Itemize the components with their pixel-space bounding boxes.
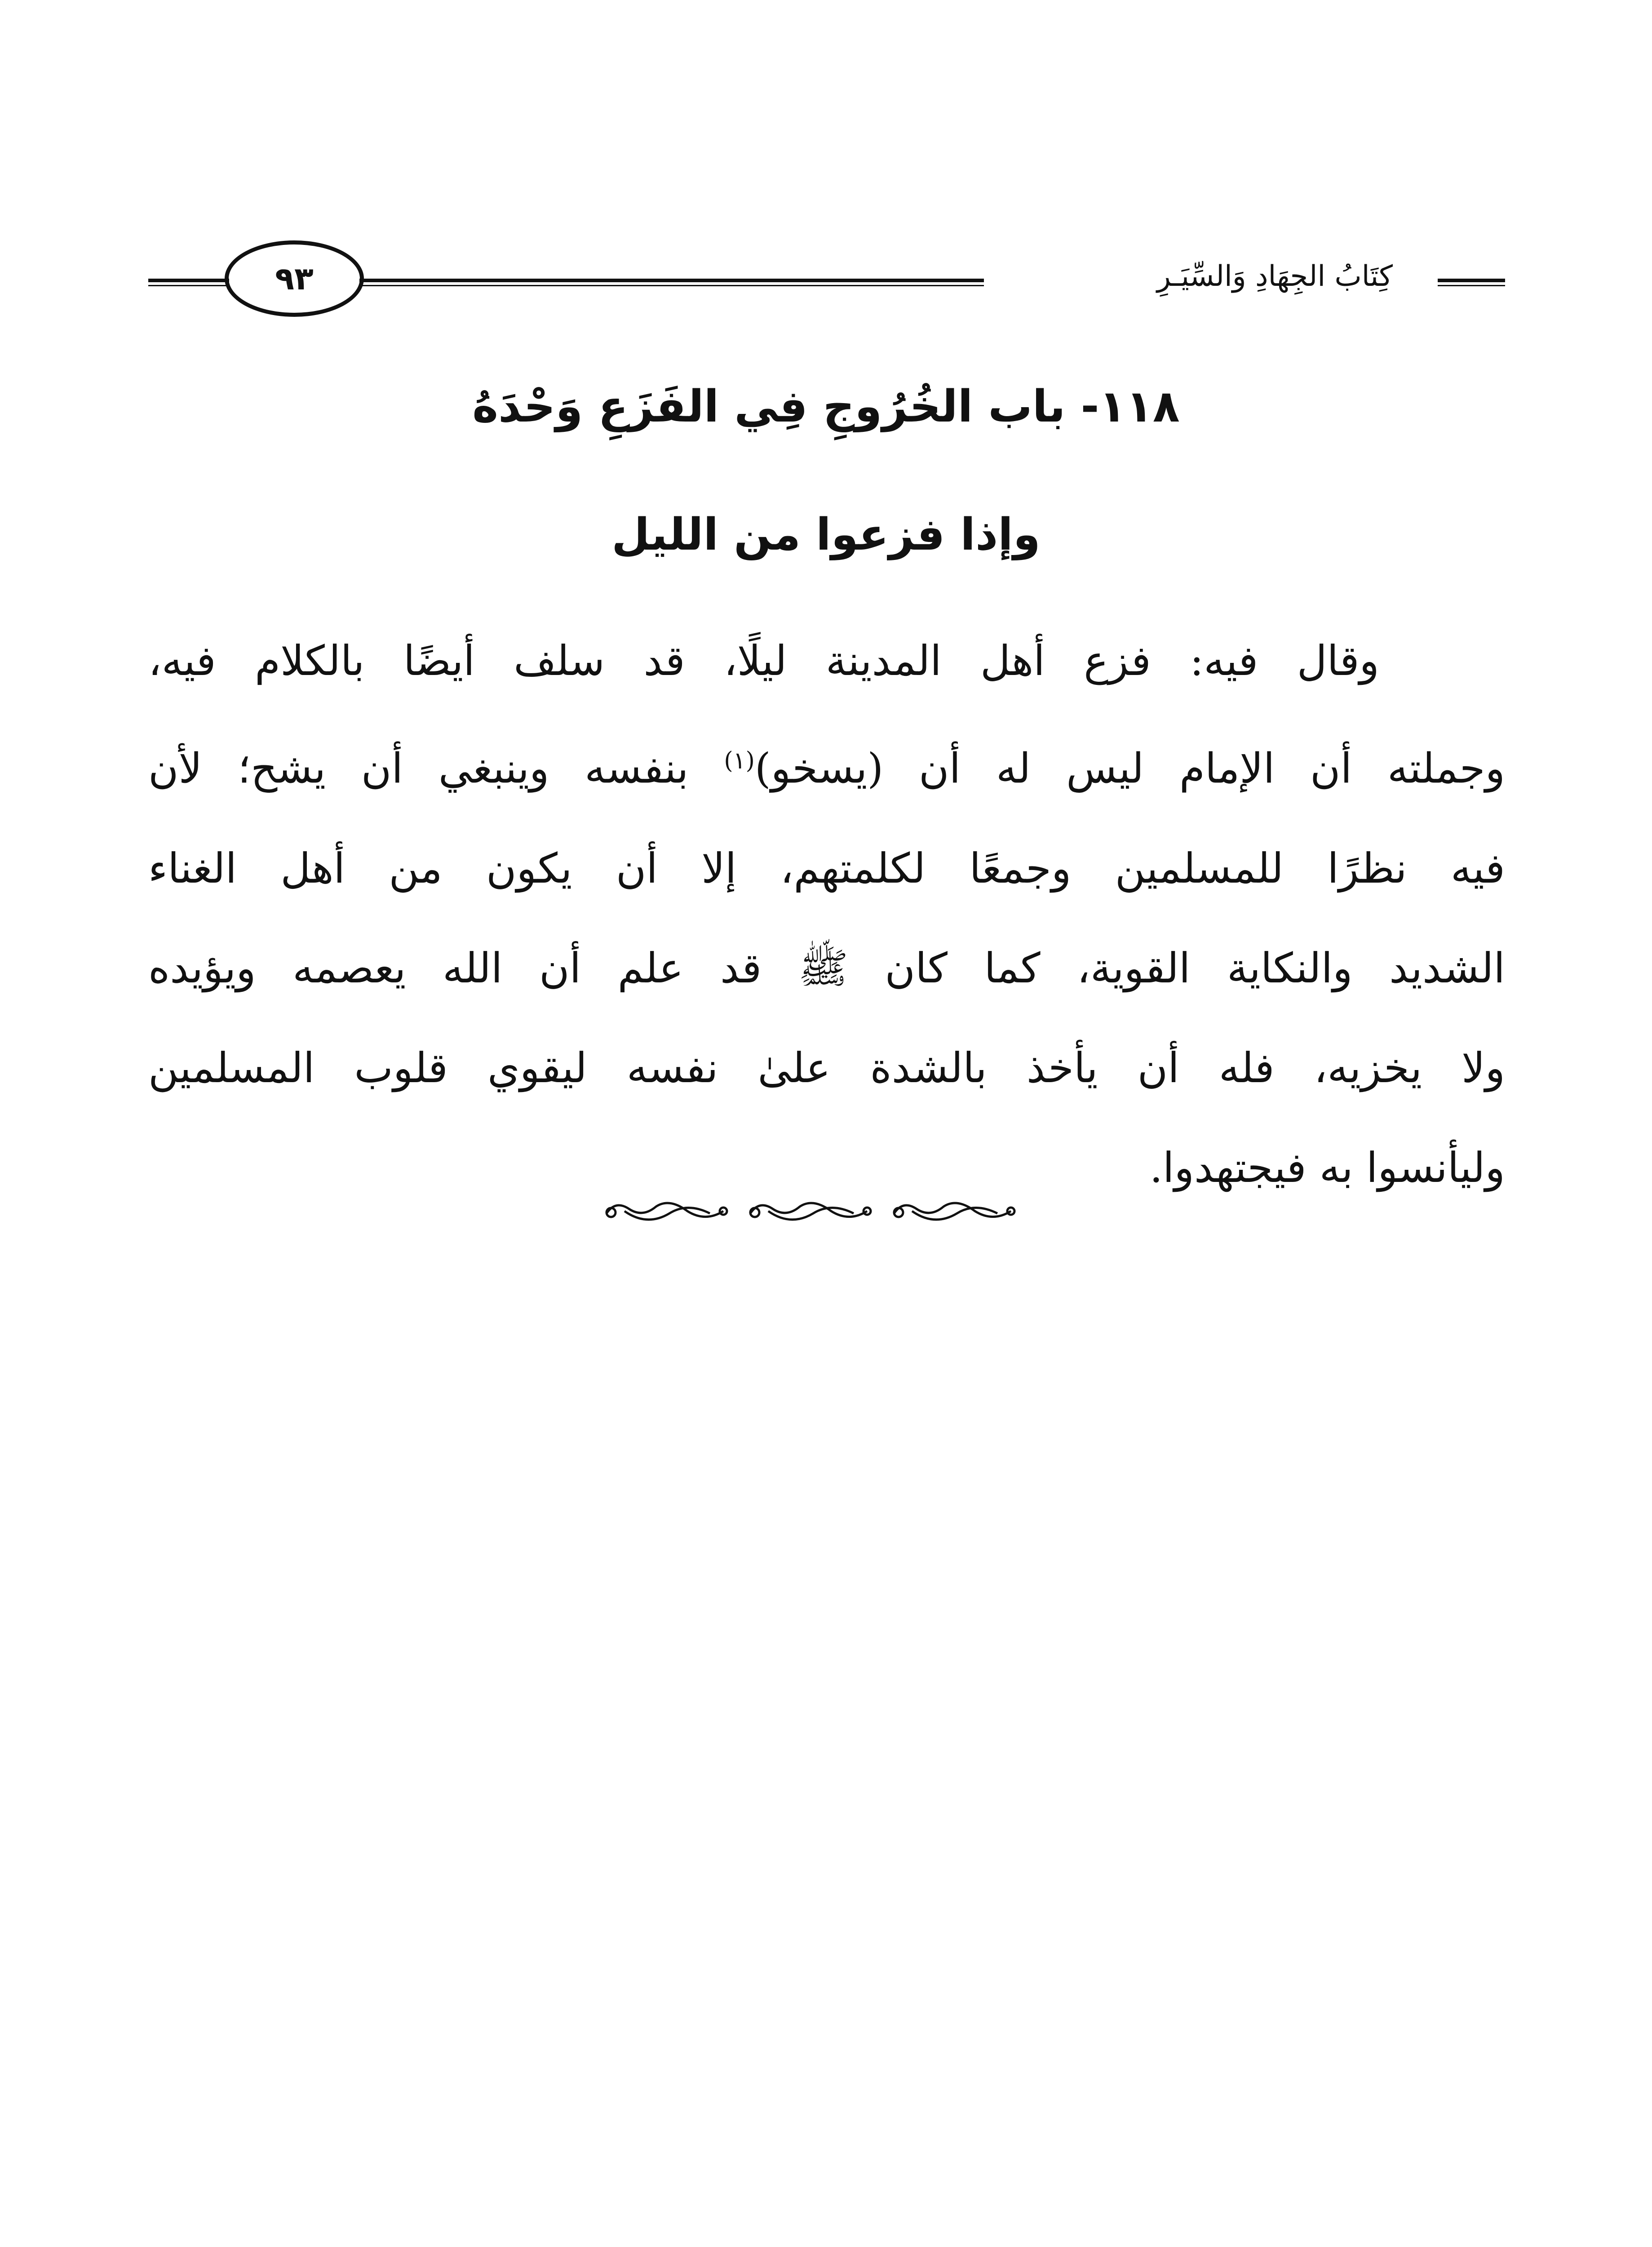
header-rule-middle xyxy=(359,279,984,286)
chapter-subtitle: وإذا فزعوا من الليل xyxy=(611,509,1041,560)
body-line-segment: بنفسه وينبغي أن يشح؛ لأن xyxy=(148,744,689,793)
body-line: ولا يخزيه، فله أن يأخذ بالشدة علىٰ نفسه ليقوي قلوب المسلمين xyxy=(148,1044,1505,1092)
body-line: وقال فيه: فزع أهل المدينة ليلًا، قد سلف أيضًا بالكلام فيه، xyxy=(148,637,1379,685)
page-number-frame xyxy=(225,240,364,317)
body-line: فيه نظرًا للمسلمين وجمعًا لكلمتهم، إلا أن يكون من أهل الغناء xyxy=(148,844,1505,893)
body-line: وليأنسوا به فيجتهدوا. xyxy=(1149,1143,1505,1192)
footnote-reference: (١) xyxy=(724,747,755,774)
book-title: كِتَابُ الجِهَادِ وَالسِّيَـرِ xyxy=(1157,260,1393,293)
header-rule-right xyxy=(1438,279,1505,286)
chapter-title: ١١٨- باب الخُرُوجِ فِي الفَزَعِ وَحْدَهُ xyxy=(472,381,1180,432)
header-rule-left xyxy=(148,279,229,286)
body-paragraph xyxy=(148,611,1505,1218)
body-line-segment: وجملته أن الإمام ليس له أن (يسخو) xyxy=(754,744,1505,793)
body-line: الشديد والنكاية القوية، كما كان ﷺ قد علم أن الله يعصمه ويؤيده xyxy=(148,944,1505,992)
body-line xyxy=(148,711,1505,819)
page-header xyxy=(148,234,1505,324)
page-number: ٩٣ xyxy=(275,260,314,297)
section-end-ornament-icon xyxy=(598,1195,1029,1227)
